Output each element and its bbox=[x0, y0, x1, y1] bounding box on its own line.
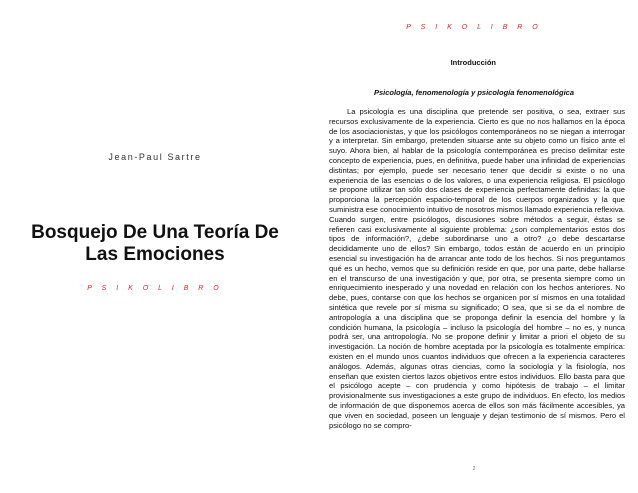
publisher-logo-header: P S I K O L I B R O bbox=[406, 24, 542, 31]
section-title: Psicología, fenomenología y psicología fenomenológica bbox=[373, 88, 575, 97]
left-page bbox=[0, 0, 310, 493]
chapter-heading: Introducción bbox=[450, 58, 496, 67]
book-title: Bosquejo De Una Teoría De Las Emociones bbox=[31, 222, 279, 265]
body-paragraph: La psicología es una disciplina que pretende ser positiva, o sea, extraer sus recursos exclusivamente de la experiencia. Cierto es que no nos hallamos en la época de los asociacionistas, y que los psicólogos contemporáneos no se niegan a interrogar y a interpretar. Sin embargo, pretenden situarse ante su objeto como un físico ante el suyo. Ahora bien, al hablar de la psicología contemporánea es preciso delimitar este concepto de experiencia, pues, en definitiva, puede haber una infinidad de experiencias distintas; por ejemplo, puede ser necesario tener que decidir si existe o no una experiencia de las esencias o de los valores, o una experiencia religiosa. El psicólogo se propone utilizar tan sólo dos clases de experiencia perfectamente definidas: la que proporciona la percepción espacio-temporal de los cuerpos organizados y la que suministra ese conocimiento intuitivo de nosotros mismos llamado experiencia reflexiva. Cuando surgen, entre psicólogos, discusiones sobre métodos a seguir, éstas se refieren casi exclusivamente al siguiente problema: ¿son complementarios estos dos tipos de información?, ¿debe subordinarse uno a otro? ¿o debe descartarse decididamente uno de ellos? Sin embargo, todos están de acuerdo en un principio esencial su investigación ha de arrancar ante todo de los hechos. Si nos preguntamos qué es un hecho, vemos que su definición reside en que, por una parte, debe hallarse en el transcurso de una investigación y que, por otra, se presenta siempre como un enriquecimiento inesperado y una novedad en relación con los hechos anteriores. No debe, pues, contarse con que los hechos se organicen por sí mismos en una totalidad sintética que revele por sí misma su significado; O sea, que si se da el nombre de antropología a una disciplina que se proponga definir la esencia del hombre y la condición humana, la psicología – incluso la psicología del hombre – no es, y nunca podrá ser, una antropología. No se propone definir y limitar a priori el objeto de su investigación. La noción de hombre aceptada por la psicología es totalmente empírica: existen en el mundo unos cuantos individuos que ofrecen a la experiencia caracteres análogos. Además, algunas otras ciencias, como la sociología y la fisiología, nos enseñan que existen ciertos lazos objetivos entre estos individuos. Ello basta para que el psicólogo acepte – con prudencia y como hipótesis de trabajo – el limitar provisionalmente sus investigaciones a este grupo de individuos. En efecto, los medios de información de que disponemos acerca de ellos son más fácilmente accesibles, ya que viven en sociedad, poseen un lenguaje y dejan testimonio de sí mismos. Pero el psicólogo no se compro- bbox=[329, 107, 625, 430]
body-text bbox=[329, 107, 625, 430]
right-page bbox=[310, 0, 638, 493]
author-name: Jean-Paul Sartre bbox=[108, 152, 202, 162]
publisher-logo: P S I K O L I B R O bbox=[87, 285, 223, 292]
page-number: 2 bbox=[472, 466, 476, 472]
